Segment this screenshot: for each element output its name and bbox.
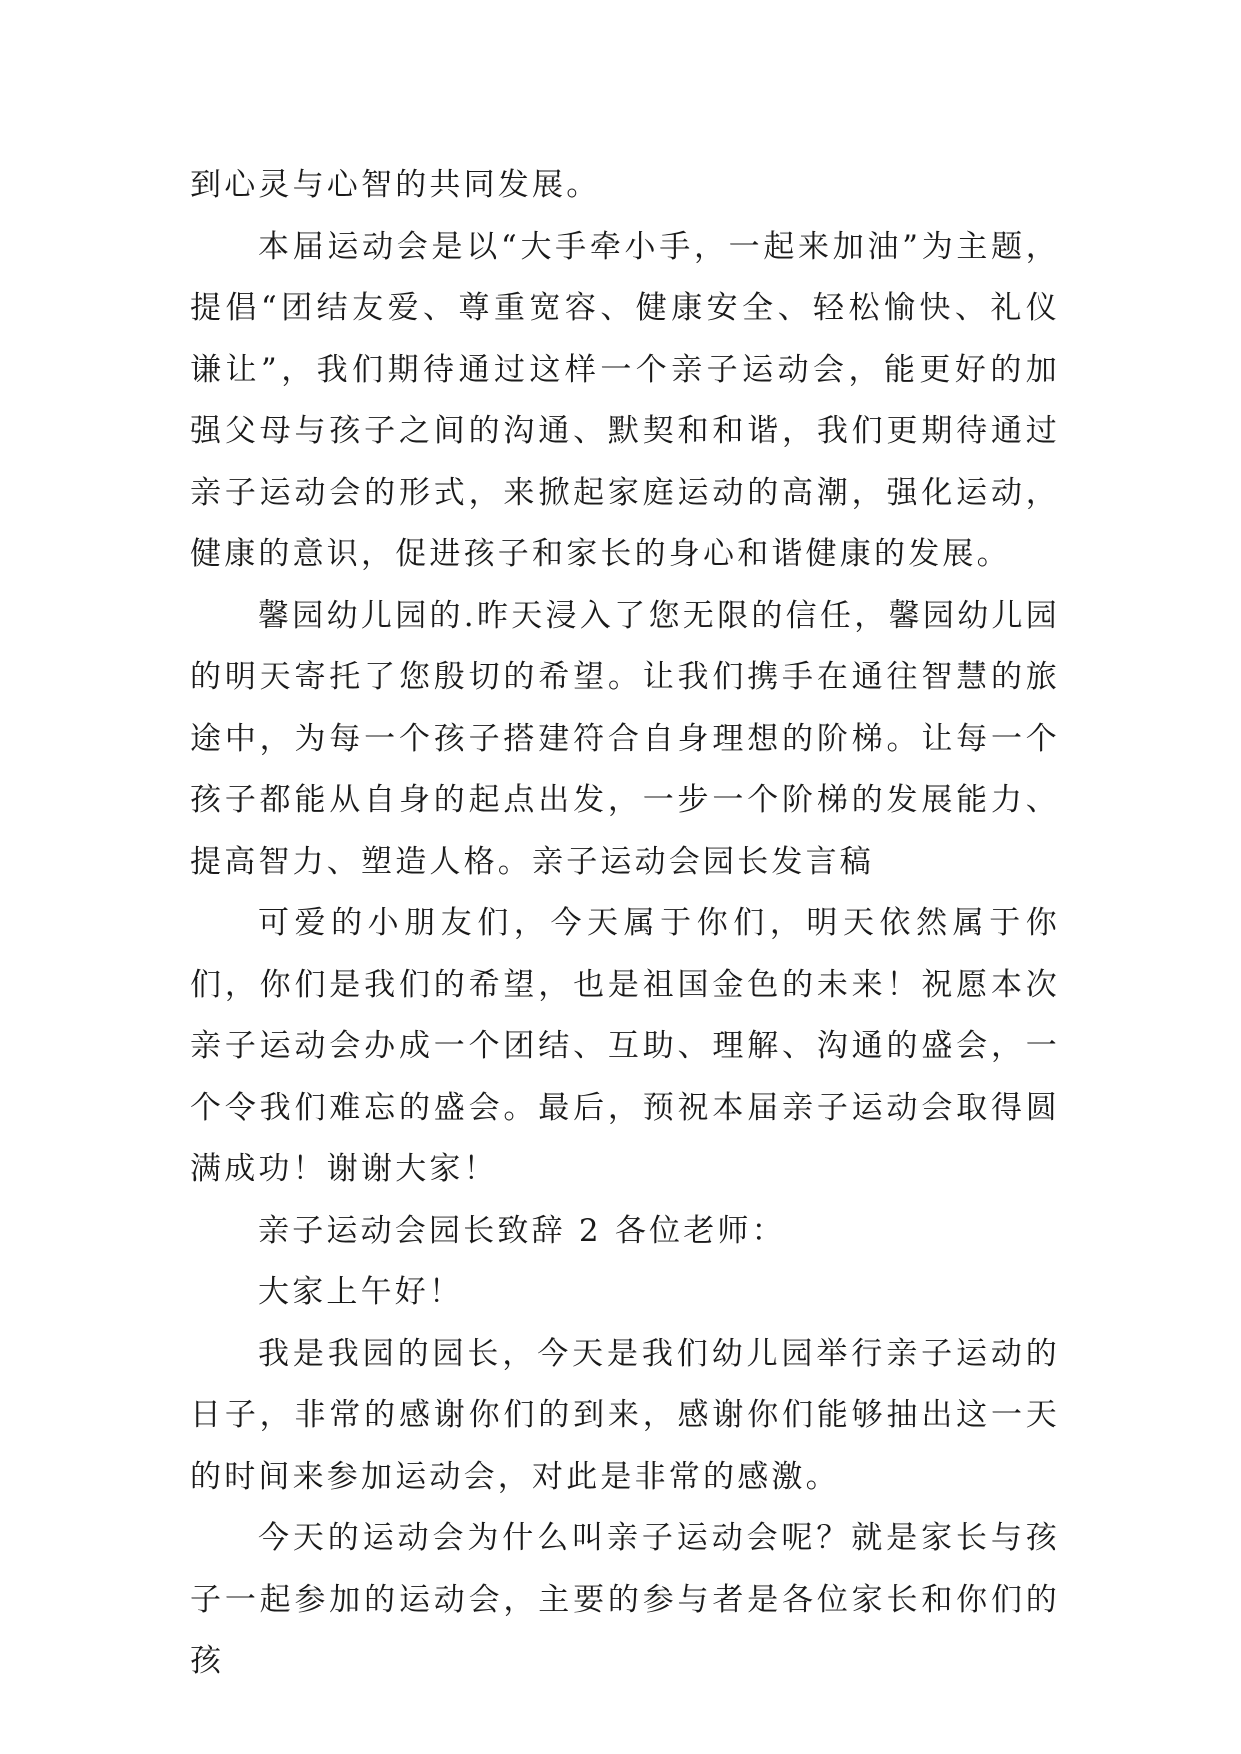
paragraph-theme: 本届运动会是以“大手牵小手，一起来加油”为主题，提倡“团结友爱、尊重宽容、健康安全、轻松愉快、礼仪谦让”，我们期待通过这样一个亲子运动会，能更好的加强父母与孩子之间的沟通、默契和和谐，我们更期待通过亲子运动会的形式，来掀起家庭运动的高潮，强化运动，健康的意识，促进孩子和家长的身心和谐健康的发展。 [190, 228, 1060, 572]
paragraph-speech-title: 亲子运动会园长致辞 2 各位老师： [258, 1212, 786, 1249]
document-body [190, 155, 1060, 1693]
paragraph-greeting: 大家上午好！ [258, 1274, 464, 1310]
paragraph-kindergarten: 馨园幼儿园的.昨天浸入了您无限的信任，馨园幼儿园的明天寄托了您殷切的希望。让我们携手在通往智慧的旅途中，为每一个孩子搭建符合自身理想的阶梯。让每一个孩子都能从自身的起点出发，一步一个阶梯的发展能力、提高智力、塑造人格。亲子运动会园长发言稿 [190, 597, 1060, 880]
paragraph-introduction: 我是我园的园长，今天是我们幼儿园举行亲子运动的日子，非常的感谢你们的到来，感谢你们能够抽出这一天的时间来参加运动会，对此是非常的感激。 [190, 1335, 1060, 1495]
paragraph-continuation: 到心灵与心智的共同发展。 [190, 167, 601, 203]
paragraph-explanation: 今天的运动会为什么叫亲子运动会呢？就是家长与孩子一起参加的运动会，主要的参与者是各位家长和你们的孩 [190, 1520, 1060, 1679]
paragraph-children: 可爱的小朋友们，今天属于你们，明天依然属于你们，你们是我们的希望，也是祖国金色的未来！祝愿本次亲子运动会办成一个团结、互助、理解、沟通的盛会，一个令我们难忘的盛会。最后，预祝本届亲子运动会取得圆满成功！谢谢大家！ [190, 905, 1060, 1187]
